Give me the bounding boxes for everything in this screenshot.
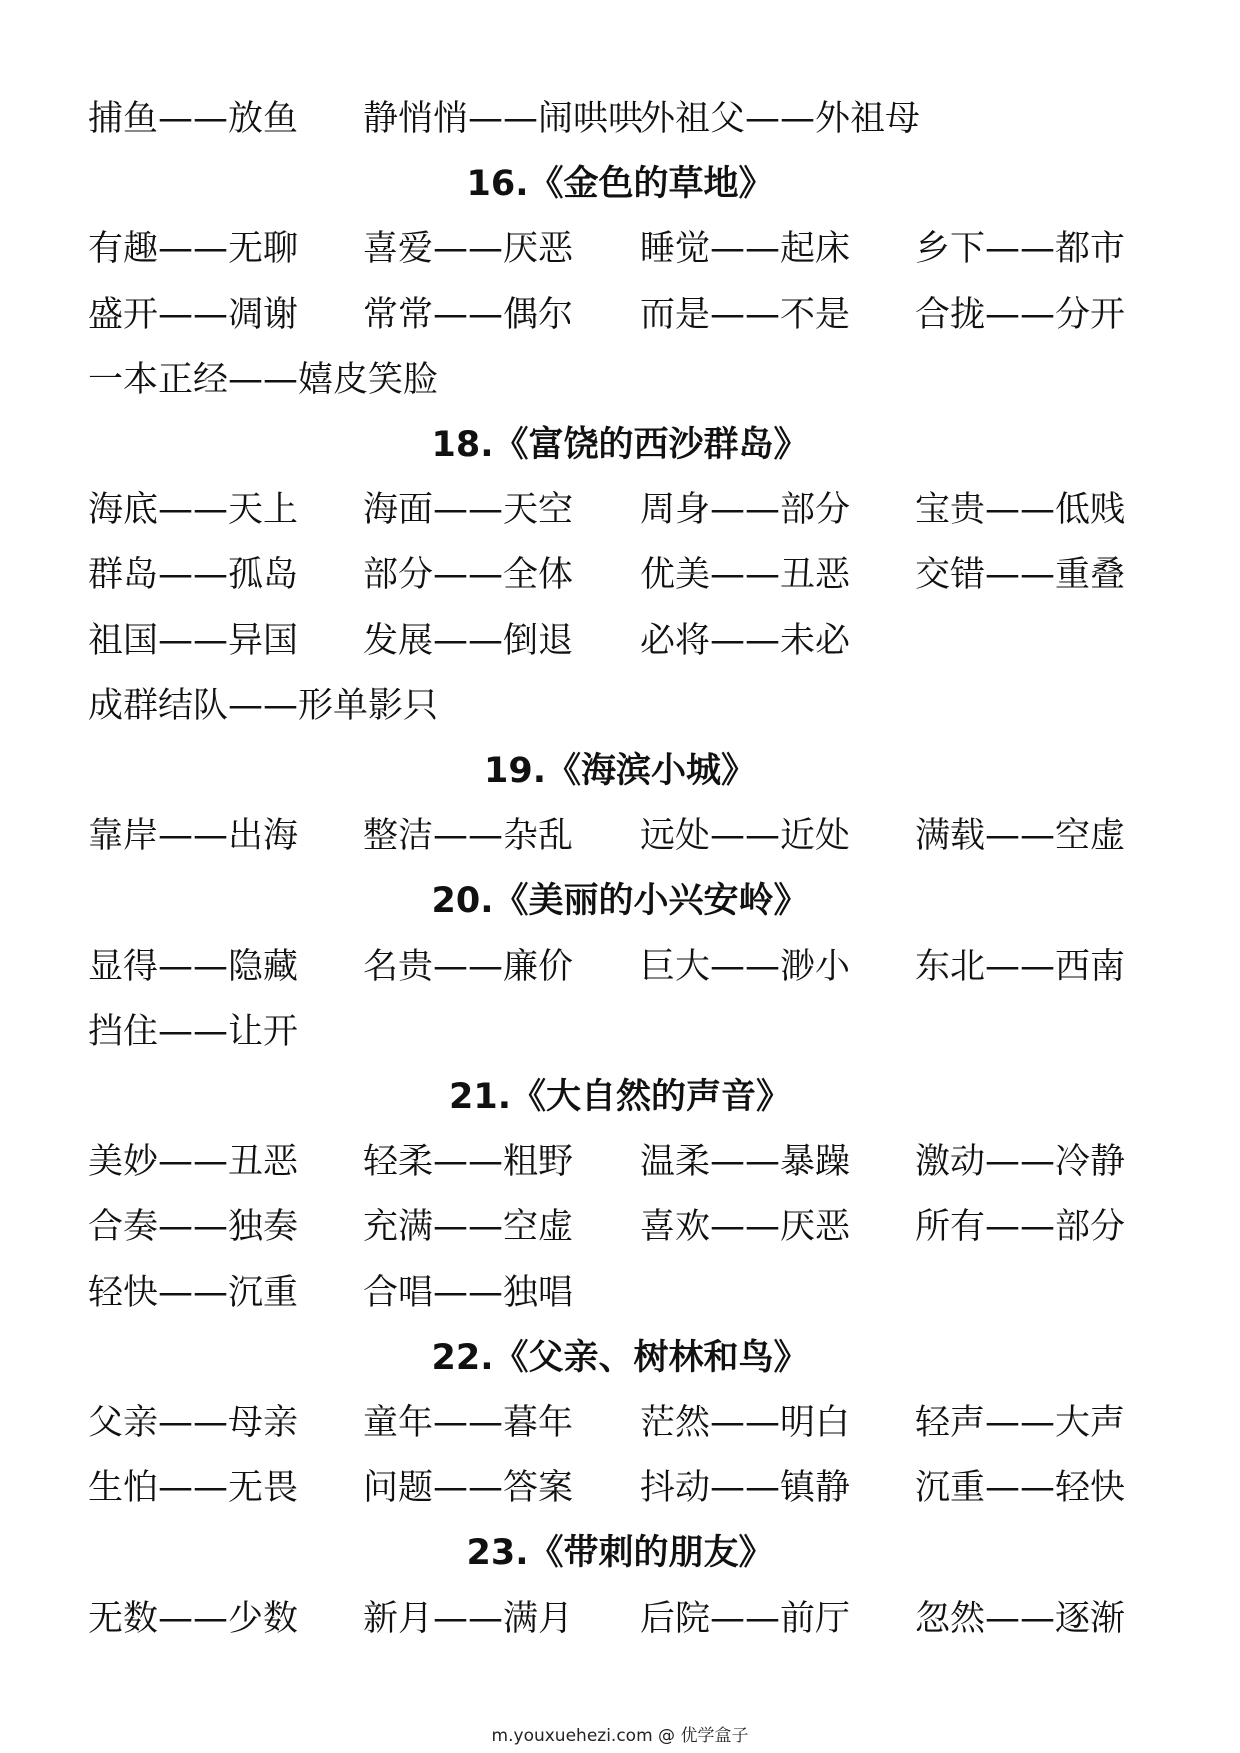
antonym-pair: 祖国——异国 (88, 621, 299, 661)
antonym-pair: 后院——前厅 (640, 1599, 851, 1639)
antonym-row (88, 810, 1168, 862)
antonym-row (88, 1006, 1168, 1058)
lesson-heading: 22.《父亲、树林和鸟》 (431, 1338, 809, 1378)
antonym-pair: 新月——满月 (363, 1599, 574, 1639)
antonym-pair: 远处——近处 (640, 816, 851, 856)
lesson-heading: 23.《带刺的朋友》 (466, 1533, 774, 1573)
antonym-pair: 群岛——孤岛 (88, 555, 299, 595)
antonym-pair: 巨大——渺小 (640, 947, 851, 987)
antonym-pair: 问题——答案 (363, 1468, 574, 1508)
antonym-row (88, 223, 1168, 275)
antonym-pair: 激动——冷静 (915, 1142, 1126, 1182)
antonym-row (88, 1136, 1168, 1188)
antonym-pair: 一本正经——嬉皮笑脸 (88, 360, 439, 400)
antonym-row (88, 93, 1168, 145)
lesson-heading: 20.《美丽的小兴安岭》 (431, 881, 809, 921)
antonym-row (88, 615, 1168, 667)
antonym-row (88, 289, 1168, 341)
antonym-pair: 满载——空虚 (915, 816, 1126, 856)
antonym-pair: 优美——丑恶 (640, 555, 851, 595)
antonym-row (88, 941, 1168, 993)
antonym-row (88, 484, 1168, 536)
antonym-pair: 喜欢——厌恶 (640, 1207, 851, 1247)
antonym-row (88, 1267, 1168, 1319)
antonym-pair: 合拢——分开 (915, 295, 1126, 335)
lesson-heading: 19.《海滨小城》 (483, 751, 756, 791)
antonym-pair: 无数——少数 (88, 1599, 299, 1639)
antonym-pair: 轻快——沉重 (88, 1273, 299, 1313)
antonym-pair: 显得——隐藏 (88, 947, 299, 987)
antonym-pair: 名贵——廉价 (363, 947, 574, 987)
antonym-pair: 常常——偶尔 (363, 295, 574, 335)
antonym-pair: 生怕——无畏 (88, 1468, 299, 1508)
antonym-pair: 合奏——独奏 (88, 1207, 299, 1247)
antonym-pair: 美妙——丑恶 (88, 1142, 299, 1182)
antonym-pair: 喜爱——厌恶 (363, 229, 574, 269)
lesson-heading: 16.《金色的草地》 (466, 164, 774, 204)
antonym-pair: 静悄悄——闹哄哄 (363, 99, 644, 139)
antonym-pair: 而是——不是 (640, 295, 851, 335)
antonym-pair: 外祖父——外祖母 (640, 99, 921, 139)
antonym-pair: 交错——重叠 (915, 555, 1126, 595)
antonym-pair: 靠岸——出海 (88, 816, 299, 856)
antonym-pair: 轻声——大声 (915, 1403, 1126, 1443)
antonym-row (88, 354, 1168, 406)
antonym-pair: 沉重——轻快 (915, 1468, 1126, 1508)
antonym-pair: 睡觉——起床 (640, 229, 851, 269)
antonym-row (88, 1462, 1168, 1514)
antonym-pair: 挡住——让开 (88, 1012, 299, 1052)
antonym-pair: 宝贵——低贱 (915, 490, 1126, 530)
antonym-pair: 轻柔——粗野 (363, 1142, 574, 1182)
antonym-pair: 茫然——明白 (640, 1403, 851, 1443)
footer-watermark: m.youxuehezi.com @ 优学盒子 (491, 1726, 749, 1746)
antonym-pair: 捕鱼——放鱼 (88, 99, 299, 139)
antonym-pair: 盛开——凋谢 (88, 295, 299, 335)
antonym-pair: 充满——空虚 (363, 1207, 574, 1247)
antonym-row (88, 1397, 1168, 1449)
antonym-pair: 忽然——逐渐 (915, 1599, 1126, 1639)
antonym-row (88, 1593, 1168, 1645)
antonym-pair: 父亲——母亲 (88, 1403, 299, 1443)
antonym-pair: 整洁——杂乱 (363, 816, 574, 856)
antonym-pair: 东北——西南 (915, 947, 1126, 987)
antonym-pair: 有趣——无聊 (88, 229, 299, 269)
antonym-pair: 发展——倒退 (363, 621, 574, 661)
antonym-pair: 海面——天空 (363, 490, 574, 530)
antonym-pair: 海底——天上 (88, 490, 299, 530)
antonym-row (88, 1201, 1168, 1253)
antonym-pair: 周身——部分 (640, 490, 851, 530)
antonym-pair: 合唱——独唱 (363, 1273, 574, 1313)
lesson-heading: 18.《富饶的西沙群岛》 (431, 425, 809, 465)
antonym-pair: 乡下——都市 (915, 229, 1126, 269)
antonym-pair: 部分——全体 (363, 555, 574, 595)
lesson-heading: 21.《大自然的声音》 (448, 1077, 791, 1117)
antonym-pair: 抖动——镇静 (640, 1468, 851, 1508)
antonym-pair: 童年——暮年 (363, 1403, 574, 1443)
antonym-pair: 成群结队——形单影只 (88, 686, 439, 726)
antonym-row (88, 549, 1168, 601)
antonym-pair: 所有——部分 (915, 1207, 1126, 1247)
antonym-pair: 必将——未必 (640, 621, 851, 661)
antonym-row (88, 680, 1168, 732)
antonym-pair: 温柔——暴躁 (640, 1142, 851, 1182)
